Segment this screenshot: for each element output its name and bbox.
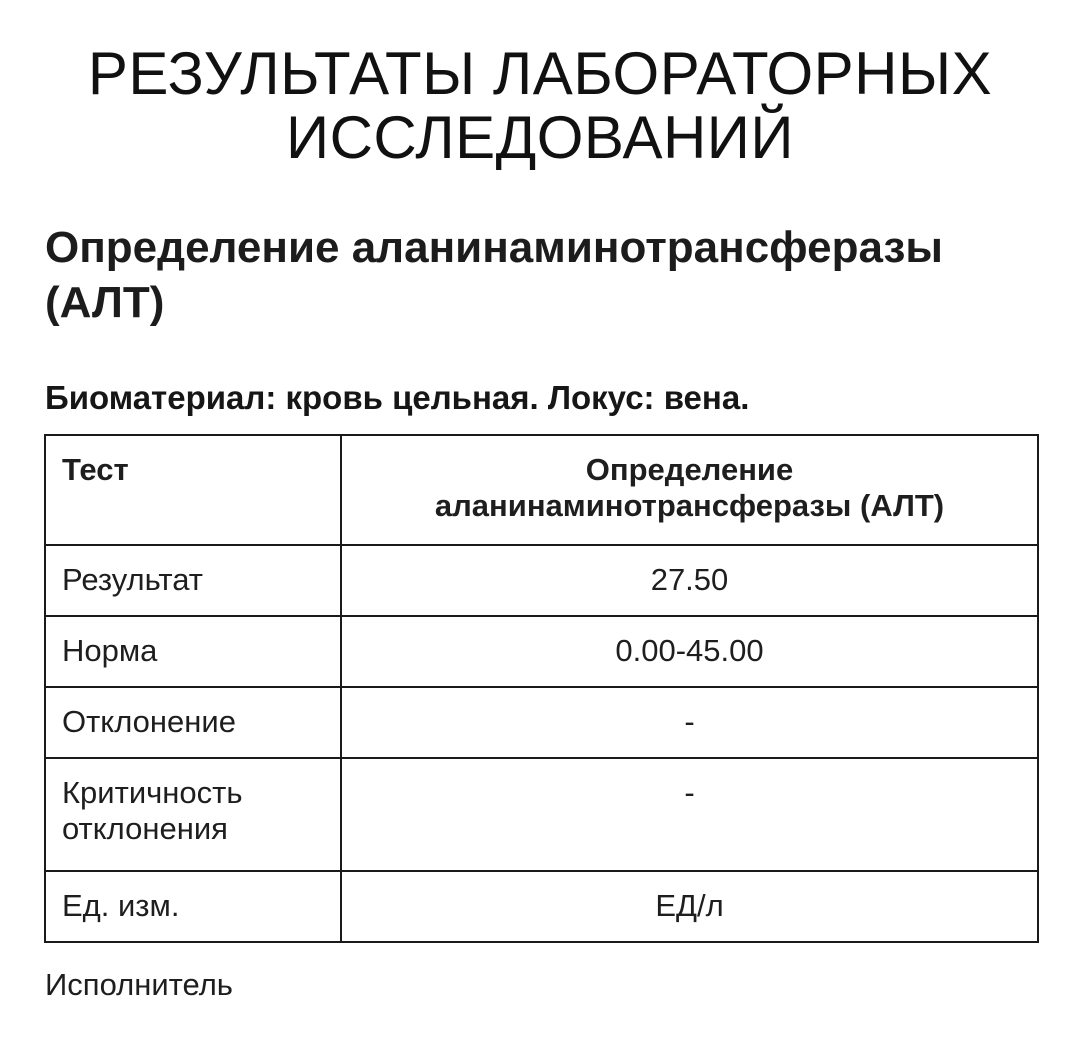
header-label-cell: Тест (45, 435, 341, 545)
table-row (45, 616, 1038, 687)
row-value-norm: 0.00-45.00 (341, 616, 1038, 687)
test-name-heading: Определение аланинаминотрансферазы (АЛТ) (45, 223, 943, 327)
row-label-result: Результат (45, 545, 341, 616)
row-label-criticality: Критичность отклонения (45, 758, 341, 871)
row-value-deviation: - (341, 687, 1038, 758)
row-value-criticality: - (341, 758, 1038, 871)
header-value-cell: Определение аланинаминотрансферазы (АЛТ) (341, 435, 1038, 545)
biomaterial-line: Биоматериал: кровь цельная. Локус: вена. (45, 379, 750, 416)
table-row (45, 758, 1038, 871)
row-label-deviation: Отклонение (45, 687, 341, 758)
row-label-norm: Норма (45, 616, 341, 687)
page-title: РЕЗУЛЬТАТЫ ЛАБОРАТОРНЫХ ИССЛЕДОВАНИЙ (87, 40, 993, 171)
table-row (45, 871, 1038, 942)
table-row (45, 545, 1038, 616)
executor-label: Исполнитель (45, 967, 233, 1002)
table-header-row (45, 435, 1038, 545)
results-table (44, 434, 1039, 943)
row-value-units: ЕД/л (341, 871, 1038, 942)
table-row (45, 687, 1038, 758)
row-value-result: 27.50 (341, 545, 1038, 616)
row-label-units: Ед. изм. (45, 871, 341, 942)
